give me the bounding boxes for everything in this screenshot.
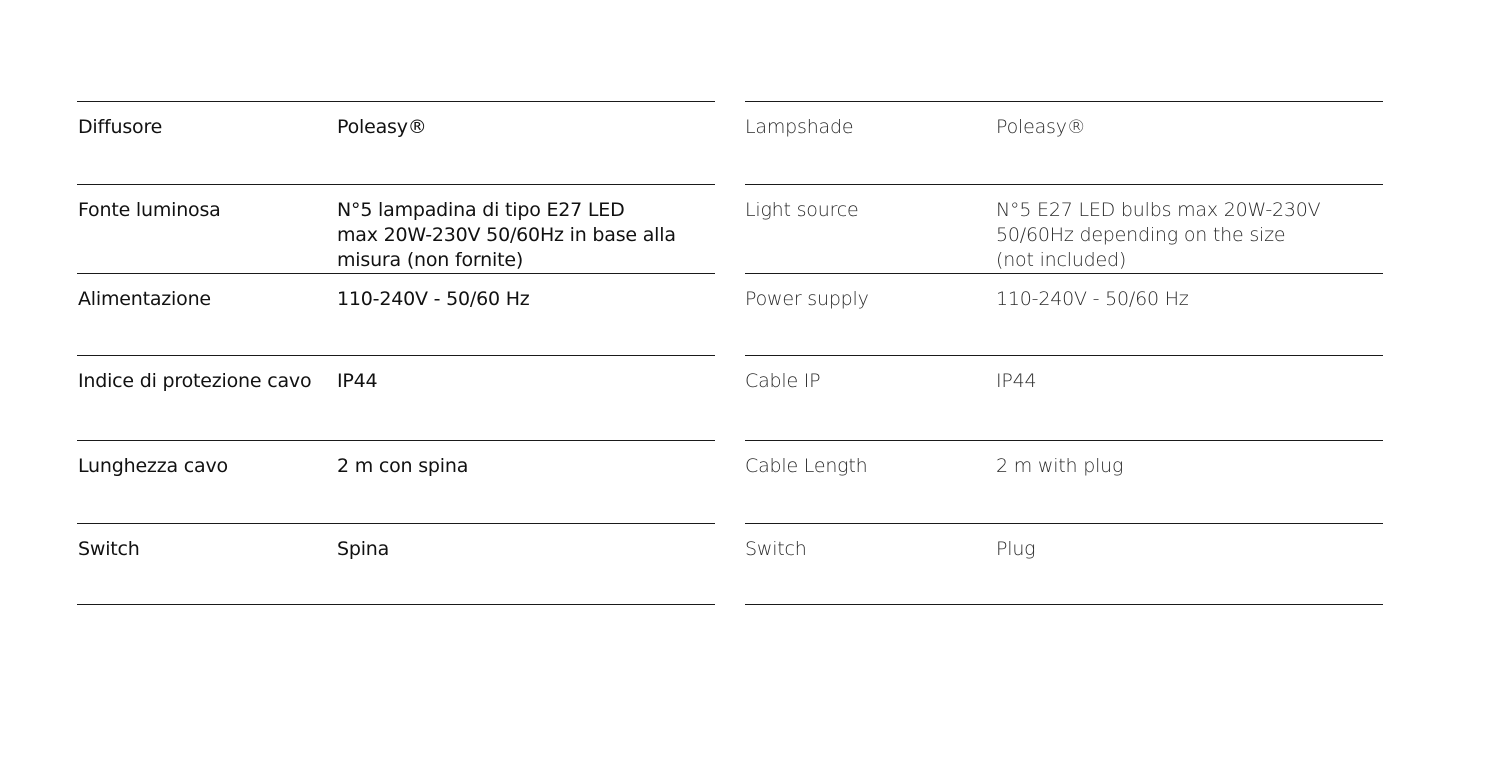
spec-value-line: Poleasy® xyxy=(996,116,1086,138)
spec-value xyxy=(337,537,389,562)
spec-value-line: 110-240V - 50/60 Hz xyxy=(337,288,530,310)
spec-label: Indice di protezione cavo xyxy=(78,370,312,392)
table-divider xyxy=(745,604,1383,605)
spec-value-line: N°5 lampadina di tipo E27 LED xyxy=(337,199,625,221)
spec-value xyxy=(337,369,377,394)
spec-label: Lampshade xyxy=(745,116,854,138)
spec-value xyxy=(337,287,530,312)
spec-value-line: 2 m con spina xyxy=(337,455,469,477)
spec-row-diffusore xyxy=(77,102,715,184)
spec-label: Cable IP xyxy=(745,370,821,392)
spec-row-lunghezza-cavo xyxy=(77,441,715,523)
spec-value xyxy=(996,198,1320,273)
spec-value-line: N°5 E27 LED bulbs max 20W-230V xyxy=(996,199,1321,221)
spec-value-line: 50/60Hz depending on the size xyxy=(996,224,1286,246)
spec-table-italian xyxy=(77,101,715,605)
spec-value-line: IP44 xyxy=(337,370,378,392)
spec-row-cable-ip xyxy=(745,356,1383,440)
spec-value xyxy=(337,198,676,273)
spec-label: Light source xyxy=(745,199,859,221)
spec-value-line: (not included) xyxy=(996,249,1127,271)
spec-label: Alimentazione xyxy=(78,288,211,310)
spec-value xyxy=(337,454,468,479)
spec-label: Cable Length xyxy=(745,455,868,477)
spec-label: Fonte luminosa xyxy=(78,199,221,221)
spec-value xyxy=(337,115,427,140)
spec-label: Lunghezza cavo xyxy=(78,455,228,477)
spec-row-cable-length xyxy=(745,441,1383,523)
spec-label: Power supply xyxy=(745,288,869,310)
spec-value xyxy=(996,369,1036,394)
spec-value xyxy=(996,537,1035,562)
spec-value xyxy=(996,115,1086,140)
spec-table-english xyxy=(745,101,1383,605)
spec-value-line: misura (non fornite) xyxy=(337,249,524,271)
spec-value xyxy=(996,287,1189,312)
spec-value-line: 2 m with plug xyxy=(996,455,1124,477)
spec-value-line: Spina xyxy=(337,538,390,560)
spec-value-line: IP44 xyxy=(996,370,1037,392)
spec-row-indice-protezione xyxy=(77,356,715,440)
spec-value-line: Plug xyxy=(996,538,1036,560)
spec-value-line: max 20W-230V 50/60Hz in base alla xyxy=(337,224,676,246)
spec-row-light-source xyxy=(745,185,1383,273)
spec-label: Switch xyxy=(78,538,140,560)
spec-value-line: 110-240V - 50/60 Hz xyxy=(996,288,1189,310)
spec-row-switch xyxy=(77,524,715,604)
spec-row-fonte-luminosa xyxy=(77,185,715,273)
spec-value xyxy=(996,454,1123,479)
spec-row-lampshade xyxy=(745,102,1383,184)
spec-label: Diffusore xyxy=(78,116,163,138)
table-divider xyxy=(77,604,715,605)
spec-label: Switch xyxy=(745,538,807,560)
spec-value-line: Poleasy® xyxy=(337,116,427,138)
spec-row-switch xyxy=(745,524,1383,604)
spec-row-alimentazione xyxy=(77,274,715,355)
spec-row-power-supply xyxy=(745,274,1383,355)
